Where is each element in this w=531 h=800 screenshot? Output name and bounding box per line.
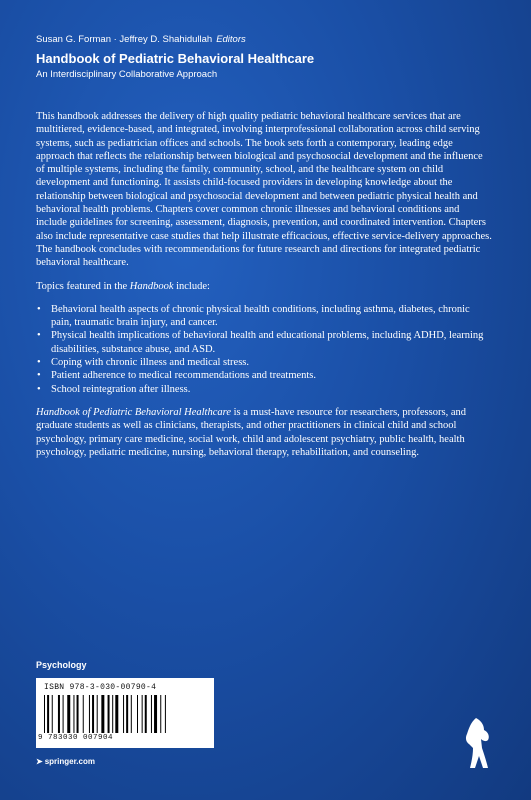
topic-item: • School reintegration after illness. — [51, 383, 492, 396]
barcode-bar — [58, 695, 60, 733]
barcode-bar — [83, 695, 84, 733]
arrow-icon: ➤ — [36, 757, 43, 766]
barcode-bar — [92, 695, 94, 733]
barcode-bar — [123, 695, 124, 733]
barcode-bar — [154, 695, 157, 733]
intro-paragraph: This handbook addresses the delivery of high quality pediatric behavioral healthcare services that are multitiered, evidence-based, and integrated, involving interprofessional collaboration across child serving systems, such as pediatrician offices and schools. The book sets forth a contemporary, leading edge approach that reflects the relationship between biological and psychosocial development and the influence of multiple systems, including the family, community, school, and the healthcare system on child development and functioning. It assists child-focused providers in developing knowledge about the relationship between biological and psychosocial development and between pediatric physical health and behavioral health problems. Chapters cover common chronic illnesses and behavioral conditions and include guidelines for screening, assessment, diagnosis, prevention, and coordinated intervention. Chapters also include representative case studies that help illustrate efficacious, effective service-delivery approaches. The handbook concludes with recommendations for future research and directions for integrated pediatric behavioral healthcare. — [36, 111, 492, 269]
springer-horse-logo-icon — [458, 714, 494, 772]
topics-prefix: Topics featured in the — [36, 280, 130, 292]
barcode-bar — [44, 695, 45, 733]
barcode-bar — [112, 695, 113, 733]
book-title: Handbook of Pediatric Behavioral Healthcare — [36, 51, 315, 66]
barcode-icon — [44, 695, 206, 733]
barcode-bar — [131, 695, 132, 733]
barcode-bar — [67, 695, 70, 733]
topics-list — [36, 303, 492, 396]
editors-line — [36, 34, 496, 46]
isbn-barcode — [36, 678, 214, 748]
editors-names: Susan G. Forman · Jeffrey D. Shahidullah — [36, 34, 213, 45]
barcode-bar — [101, 695, 104, 733]
editors-role: Editors — [216, 34, 246, 45]
subject-label: Psychology — [36, 660, 87, 670]
topic-item: • Coping with chronic illness and medical stress. — [51, 356, 492, 369]
topic-item: • Patient adherence to medical recommendations and treatments. — [51, 369, 492, 382]
barcode-bar — [151, 695, 152, 733]
barcode-bar — [115, 695, 118, 733]
barcode-bar — [108, 695, 110, 733]
barcode-bar — [97, 695, 98, 733]
isbn-label: ISBN 978-3-030-00790-4 — [44, 683, 157, 692]
barcode-bar — [73, 695, 74, 733]
barcode-bar — [126, 695, 128, 733]
barcode-bar — [52, 695, 53, 733]
publisher-url-text: springer.com — [44, 757, 95, 766]
topics-suffix: include: — [173, 280, 210, 292]
barcode-bar — [145, 695, 147, 733]
topics-intro — [36, 280, 492, 293]
closing-text: is a must-have resource for researchers, professors, and graduate students as well as clinicians, therapists, and other practitioners in clinical child and school psychology, primary care medicine, social work, child and adolescent psychiatry, public health, health psychology, pediatric medicine, nursing, behavioral therapy, rehabilitation, and counseling. — [36, 406, 466, 458]
barcode-bar — [77, 695, 79, 733]
closing-title: Handbook of Pediatric Behavioral Healthcare — [36, 406, 231, 418]
barcode-bar — [47, 695, 49, 733]
barcode-bar — [165, 695, 166, 733]
barcode-bar — [160, 695, 161, 733]
topics-handbook: Handbook — [129, 280, 174, 292]
isbn-digits: 9 783030 007904 — [38, 734, 114, 742]
book-subtitle: An Interdisciplinary Collaborative Approach — [36, 69, 218, 80]
barcode-bar — [142, 695, 143, 733]
description — [36, 110, 492, 469]
topic-item: • Physical health implications of behavioral health and educational problems, including ADHD, learning disabilities, substance abuse, and ASD. — [51, 329, 492, 356]
topic-item: • Behavioral health aspects of chronic physical health conditions, including asthma, diabetes, chronic pain, traumatic brain injury, and cancer. — [51, 303, 492, 330]
barcode-bar — [63, 695, 64, 733]
barcode-bar — [137, 695, 138, 733]
publisher-url — [36, 757, 95, 766]
barcode-bar — [89, 695, 90, 733]
closing-paragraph — [36, 406, 492, 459]
cover-header — [36, 34, 496, 81]
